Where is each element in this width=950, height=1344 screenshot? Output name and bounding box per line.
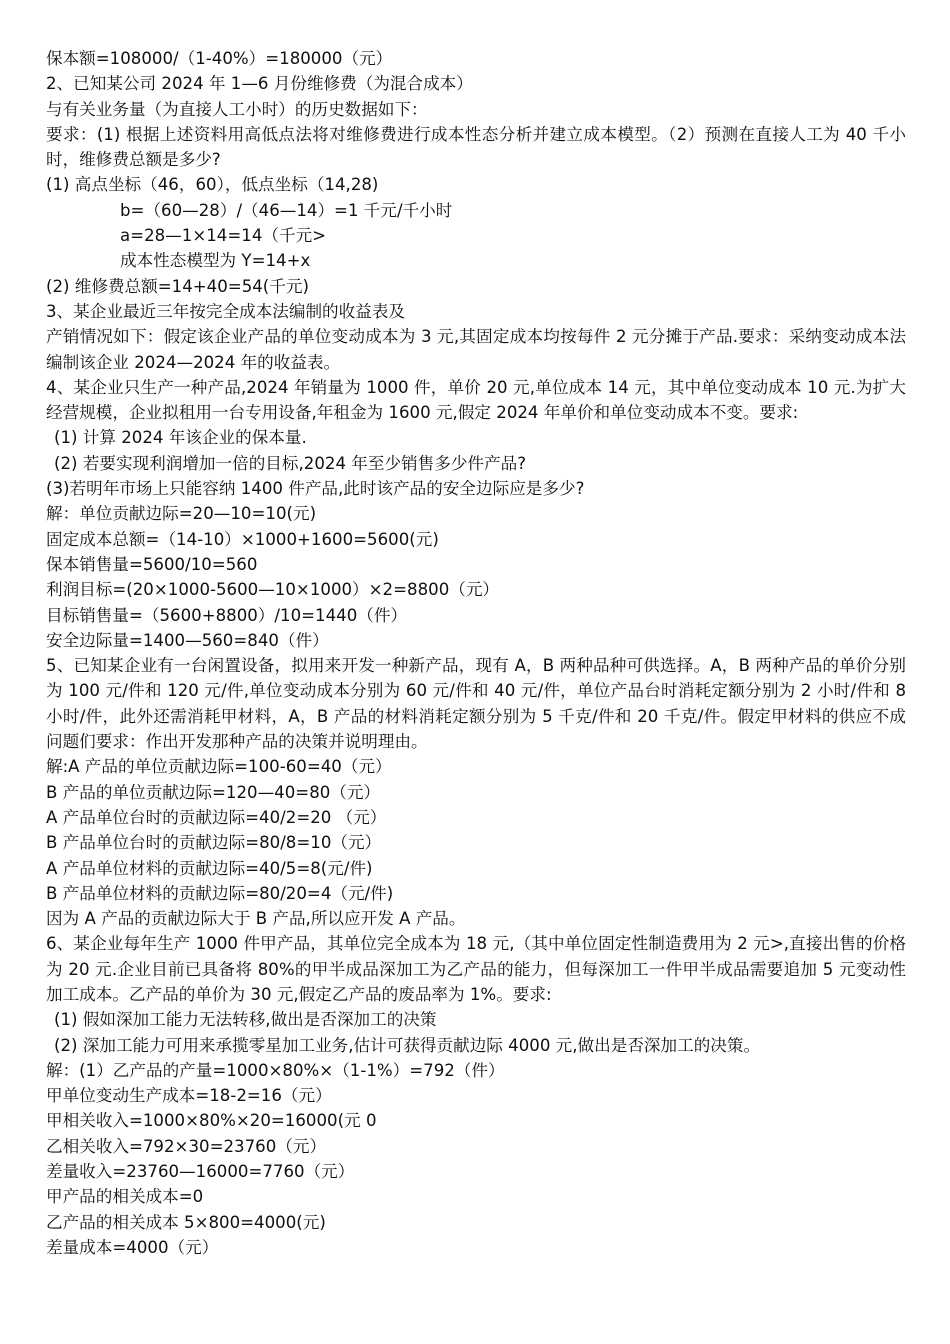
sub-question: (3)若明年市场上只能容纳 1400 件产品,此时该产品的安全边际应是多少? [46,479,585,499]
sub-question: (2) 深加工能力可用来承揽零星加工业务,估计可获得贡献边际 4000 元,做出是否深加工的决策。 [54,1035,761,1055]
solution-line: 甲单位变动生产成本=18-2=16（元） [46,1086,332,1106]
solution-line: 乙相关收入=792×30=23760（元） [46,1136,327,1156]
solution-line: 差量成本=4000（元） [46,1237,219,1257]
sub-question: (2) 若要实现利润增加一倍的目标,2024 年至少销售多少件产品? [54,453,527,473]
text-line: 保本额=108000/（1-40%）=180000（元） [46,49,393,68]
question-3-body: 产销情况如下：假定该企业产品的单位变动成本为 3 元,其固定成本均按每件 2 元分摊于产品.要求：采纳变动成本法编制该企业 2024—2024 年的收益表。 [46,327,906,372]
formula-line: b=（60—28）/（46—14）=1 千元/千小时 [120,200,453,220]
solution-line: 利润目标=(20×1000-5600—10×1000）×2=8800（元） [46,580,500,600]
solution-line: 甲产品的相关成本=0 [46,1187,204,1207]
solution-line: 解:A 产品的单位贡献边际=100-60=40（元） [46,757,392,777]
sub-question: (1) 计算 2024 年该企业的保本量. [54,428,307,448]
solution-line: A 产品单位材料的贡献边际=40/5=8(元/件) [46,858,373,878]
solution-line: B 产品单位台时的贡献边际=80/8=10（元） [46,833,382,853]
solution-line: 乙产品的相关成本 5×800=4000(元) [46,1212,326,1232]
solution-line: 差量收入=23760—16000=7760（元） [46,1162,355,1182]
document-page [46,46,906,1260]
solution-line: 甲相关收入=1000×80%×20=16000(元 0 [46,1111,377,1131]
question-2-requirements: 要求：(1) 根据上述资料用高低点法将对维修费进行成本性态分析并建立成本模型。（2）预测在直接人工为 40 千小时，维修费总额是多少? [46,124,906,170]
solution-line: 安全边际量=1400—560=840（件） [46,630,329,650]
text-line: (2) 维修费总额=14+40=54(千元) [46,276,309,296]
question-6-body: 6、某企业每年生产 1000 件甲产品，其单位完全成本为 18 元,（其中单位固定性制造费用为 2 元>,直接出售的价格为 20 元.企业目前已具备将 80%的甲半成品深加工为乙产品的能力，但每深加工一件甲半成品需要追加 5 元变动性加工成本。乙产品的单价为 30 元,假定乙产品的废品率为 1%。要求: [46,934,906,1004]
question-2-title: 2、已知某公司 2024 年 1—6 月份维修费（为混合成本） [46,74,473,94]
solution-line: B 产品单位材料的贡献边际=80/20=4（元/件) [46,883,394,903]
question-4-body: 4、某企业只生产一种产品,2024 年销量为 1000 件，单价 20 元,单位成本 14 元，其中单位变动成本 10 元.为扩大经营规模，企业拟租用一台专用设备,年租金为 1600 元,假定 2024 年单价和单位变动成本不变。要求: [46,377,906,423]
solution-line: 解：(1）乙产品的产量=1000×80%×（1-1%）=792（件） [46,1060,505,1080]
solution-line: 解：单位贡献边际=20—10=10(元) [46,504,317,524]
sub-question: (1) 假如深加工能力无法转移,做出是否深加工的决策 [54,1010,437,1030]
formula-line: 成本性态模型为 Y=14+x [120,251,311,271]
text-line: (1) 高点坐标（46，60），低点坐标（14,28) [46,175,379,195]
text-line: 与有关业务量（为直接人工小时）的历史数据如下： [46,99,428,119]
solution-line: A 产品单位台时的贡献边际=40/2=20 （元） [46,807,387,827]
question-5-body: 5、已知某企业有一台闲置设备，拟用来开发一种新产品，现有 A，B 两种品种可供选择。A，B 两种产品的单价分别为 100 元/件和 120 元/件,单位变动成本分别为 60 元/件和 40 元/件，单位产品台时消耗定额分别为 2 小时/件和 8 小时/件，此外还需消耗甲材料，A，B 产品的材料消耗定额分别为 5 千克/件和 20 千克/件。假定甲材料的供应不成问题们要求：作出开发那种产品的决策并说明理由。 [46,656,906,752]
solution-line: B 产品的单位贡献边际=120—40=80（元） [46,782,381,802]
formula-line: a=28—1×14=14（千元> [120,226,327,246]
conclusion-line: 因为 A 产品的贡献边际大于 B 产品,所以应开发 A 产品。 [46,909,466,929]
solution-line: 固定成本总额=（14-10）×1000+1600=5600(元) [46,529,439,549]
solution-line: 保本销售量=5600/10=560 [46,554,258,574]
solution-line: 目标销售量=（5600+8800）/10=1440（件） [46,605,408,625]
question-3-title: 3、某企业最近三年按完全成本法编制的收益表及 [46,301,406,321]
